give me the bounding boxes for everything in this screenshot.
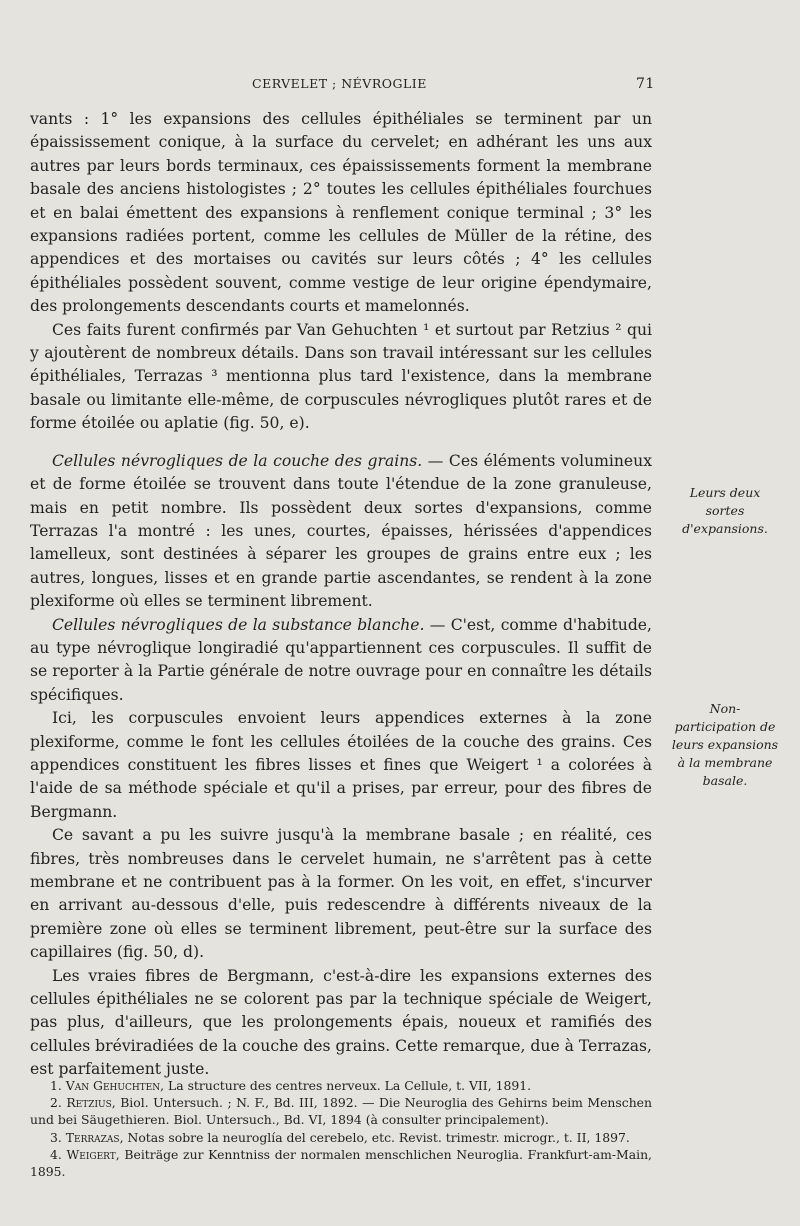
margin-note: Non-participation de leurs expansions à la membrane basale. [671,701,779,788]
running-header [0,74,800,94]
footnote-author: Retzius [66,1095,112,1111]
page-number: 71 [636,76,655,92]
footnote: 3. Terrazas, Notas sobre la neuroglía del cerebelo, etc. Revist. trimestr. microgr., t. II, 1897. [50,1129,630,1145]
section-heading: Cellules névrogliques de la couche des grains. [52,451,423,470]
paragraph: vants : 1° les expansions des cellules épithéliales se terminent par un épaississement conique, à la surface du cervelet; en adhérant les uns aux autres par leurs bords terminaux, ces épaississements forment la membrane basale des anciens histologistes ; 2° toutes les cellules épithéliales fourchues et en balai émettent des expansions à renflement conique terminal ; 3° les expansions radiées portent, comme les cellules de Müller de la rétine, des appendices et des mortaises ou cavités sur leurs côtés ; 4° les cellules épithéliales possèdent souvent, comme vestige de leur origine épendymaire, des prolongements descendants courts et mamelonnés. [30,110,652,316]
footnotes [30,1077,652,1180]
footnote: 2. Retzius, Biol. Untersuch. ; N. F., Bd. III, 1892. — Die Neuroglia des Gehirns beim Menschen und bei Säugethieren. Biol. Untersuch., Bd. VI, 1894 (à consulter principalement). [30,1095,652,1128]
paragraph: Ces faits furent confirmés par Van Gehuchten ¹ et surtout par Retzius ² qui y ajoutèrent de nombreux détails. Dans son travail intéressant sur les cellules épithéliales, Terrazas ³ mentionna plus tard l'existence, dans la membrane basale ou limitante elle-même, de corpuscules névrogliques plutôt rares et de forme étoilée ou aplatie (fig. 50, e). [30,320,652,433]
paragraph: Les vraies fibres de Bergmann, c'est-à-dire les expansions externes des cellules épithéliales ne se colorent pas par la technique spéciale de Weigert, pas plus, d'ailleurs, que les prolongements épais, noueux et ramifiés des cellules bréviradiées de la couche des grains. Cette remarque, due à Terrazas, est parfaitement juste. [30,966,652,1079]
footnote-author: Terrazas [65,1129,120,1145]
footnote: 1. Van Gehuchten, La structure des centres nerveux. La Cellule, t. VII, 1891. [50,1078,532,1093]
paragraph-text: — C'est, comme d'habitude, au type névroglique longiradié qu'appartiennent ces corpuscules. Il suffit de se reporter à la Partie générale de notre ouvrage pour en connaître les détails spécifiques. [30,615,652,704]
main-text [30,108,652,1082]
footnote-author: Van Gehuchten [65,1078,161,1093]
section-heading: Cellules névrogliques de la substance blanche. [52,615,425,634]
paragraph: Ce savant a pu les suivre jusqu'à la membrane basale ; en réalité, ces fibres, très nombreuses dans le cervelet humain, ne s'arrêtent pas à cette membrane et ne contribuent pas à la former. On les voit, en effet, s'incurver en arrivant au-dessous d'elle, puis redescendre à différents niveaux de la première zone où elles se terminent librement, peut-être sur la surface des capillaires (fig. 50, d). [30,826,652,962]
paragraph: Ici, les corpuscules envoient leurs appendices externes à la zone plexiforme, comme le font les cellules étoilées de la couche des grains. Ces appendices constituent les fibres lisses et fines que Weigert ¹ a colorées à l'aide de sa méthode spéciale et qu'il a prises, par erreur, pour des fibres de Bergmann. [30,709,652,821]
footnote: 4. Weigert, Beiträge zur Kenntniss der normalen menschlichen Neuroglia. Frankfurt-am-Main, 1895. [30,1146,652,1180]
paragraph-text: — Ces éléments volumineux et de forme étoilée se trouvent dans toute l'étendue de la zone granuleuse, mais en petit nombre. Ils possèdent deux sortes d'expansions, comme Terrazas l'a montré : les unes, courtes, épaisses, hérissées d'appendices lamelleux, sont destinées à séparer les groupes de grains entre eux ; les autres, longues, lisses et en grande partie ascendantes, se rendent à la zone plexiforme où elles se terminent librement. [30,451,652,611]
paragraph [30,614,652,708]
paragraph [30,450,652,614]
running-title: CERVELET ; NÉVROGLIE [252,76,427,91]
footnote-author: Weigert [66,1146,116,1162]
margin-note: Leurs deux sortes d'expansions. [682,485,768,536]
